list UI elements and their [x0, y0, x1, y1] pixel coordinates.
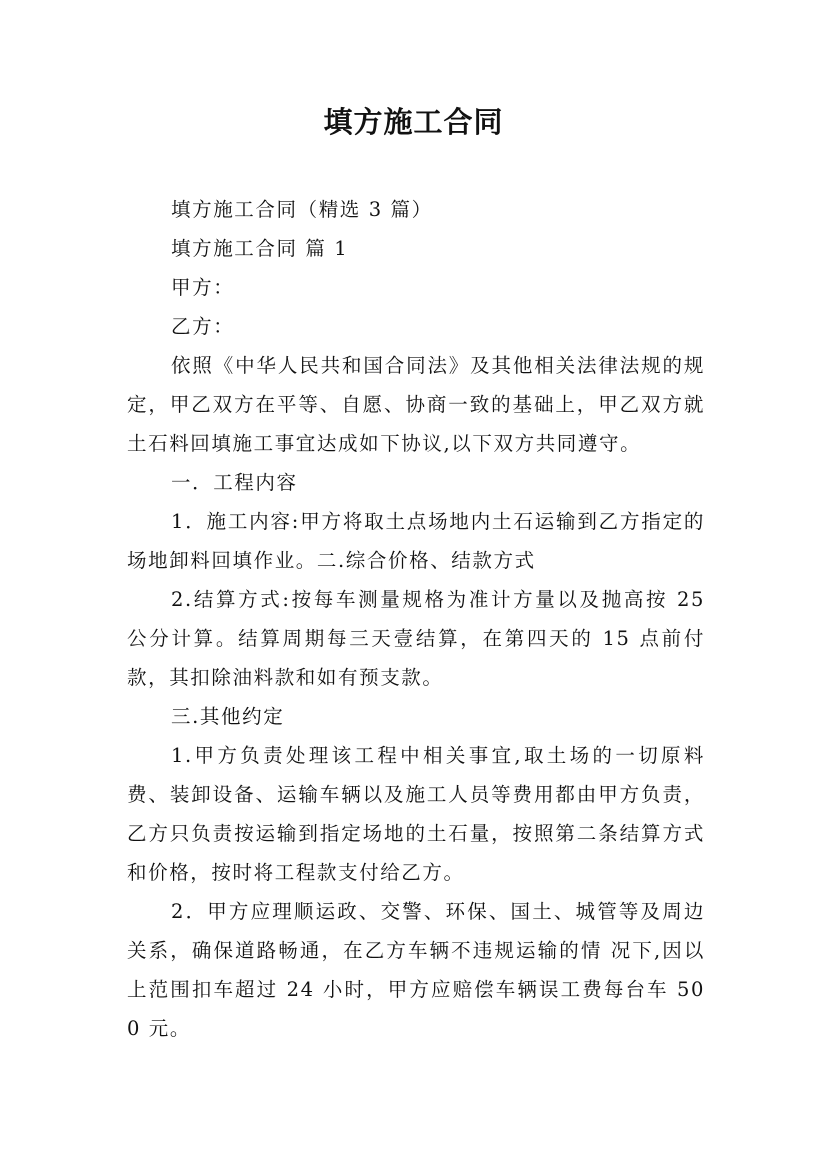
document-title: 填方施工合同 — [323, 105, 504, 139]
paragraph-clause-1: 1．施工内容:甲方将取土点场地内土石运输到乙方指定的场地卸料回填作业。二.综合价格、结款方式 — [127, 510, 705, 572]
paragraph-preamble: 依照《中华人民共和国合同法》及其他相关法律法规的规定，甲乙双方在平等、自愿、协商一致的基础上，甲乙双方就土石料回填施工事宜达成如下协议,以下双方共同遵守。 — [127, 354, 705, 455]
paragraph-party-a: 甲方： — [171, 276, 235, 299]
paragraph-clause-2: 2.结算方式:按每车测量规格为准计方量以及抛高按 25 公分计算。结算周期每三天壹结算，在第四天的 15 点前付款，其扣除油料款和如有预支款。 — [127, 588, 705, 689]
paragraph-section-heading: 填方施工合同 篇 1 — [171, 237, 349, 260]
paragraph-heading-project-content: 一．工程内容 — [171, 471, 298, 494]
paragraph-other-1: 1.甲方负责处理该工程中相关事宜,取土场的一切原料费、装卸设备、运输车辆以及施工人员等费用都由甲方负责，乙方只负责按运输到指定场地的土石量，按照第二条结算方式和价格，按时将工程款支付给乙方。 — [127, 744, 705, 884]
document-body — [127, 190, 705, 1048]
paragraph-heading-other: 三.其他约定 — [171, 705, 285, 728]
paragraph-party-b: 乙方： — [171, 315, 235, 338]
paragraph-subtitle: 填方施工合同（精选 3 篇） — [171, 198, 433, 221]
paragraph-other-2: 2．甲方应理顺运政、交警、环保、国土、城管等及周边关系，确保道路畅通，在乙方车辆不违规运输的情 况下,因以上范围扣车超过 24 小时，甲方应赔偿车辆误工费每台车 500 元。 — [127, 900, 705, 1040]
